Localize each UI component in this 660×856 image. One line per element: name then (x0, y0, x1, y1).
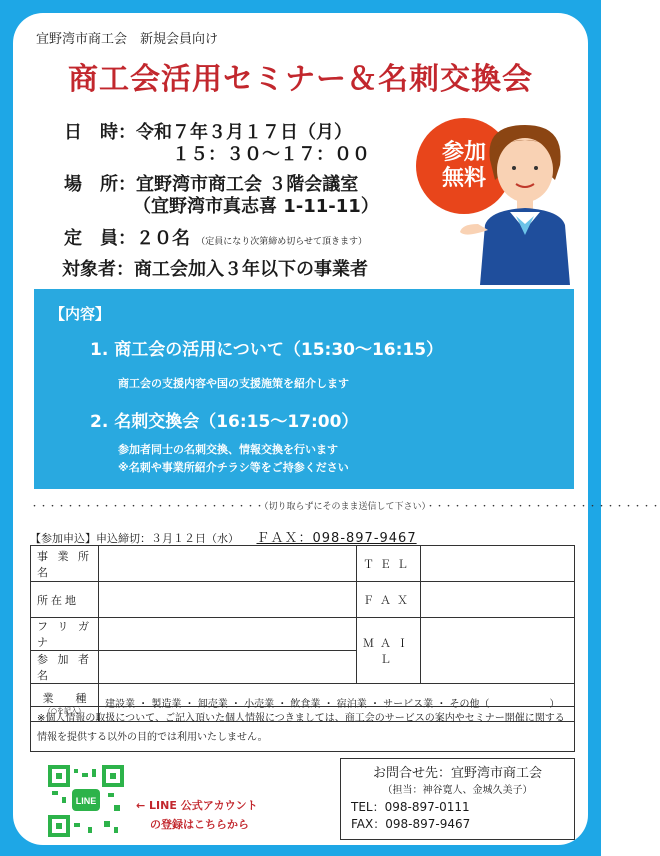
contact-box (340, 758, 575, 840)
time-value: １５：３０〜１７：００ (172, 144, 370, 165)
badge-line2: 無料 (441, 166, 486, 191)
furigana-label: フリガナ (31, 618, 99, 651)
address-label: 所在地 (31, 582, 99, 618)
mail-field[interactable] (421, 618, 575, 684)
place-label: 場 所： (64, 174, 136, 195)
industry-note: （○を記入） (43, 706, 86, 715)
line-note-1: ← LINE 公式アカウント (136, 799, 258, 812)
tel-field[interactable] (421, 546, 575, 582)
capacity-value: ２０名 (136, 228, 190, 249)
fax-field[interactable] (421, 582, 575, 618)
place-address: （宜野湾市真志喜 1-11-11） (133, 196, 379, 217)
content-item-2-desc: 参加者同士の名刺交換、情報交換を行います (118, 443, 338, 456)
participant-label: 参加者名 (31, 651, 99, 684)
date-label: 日 時： (64, 122, 136, 143)
content-heading: 【内容】 (50, 305, 111, 323)
presenter-illustration (470, 120, 580, 285)
content-item-1-desc: 商工会の支援内容や国の支援施策を紹介します (118, 377, 349, 390)
cut-line: ・・・・・・・・・・・・・・・・・・・・・・・・・・（切り取らずにそのまま送信して下さい）・・・・・・・・・・・・・・・・・・・・・・・・・・ (30, 502, 660, 512)
content-panel (34, 289, 574, 489)
target-label: 対象者： (62, 259, 134, 280)
qr-line-label: LINE (75, 796, 97, 806)
privacy-notice: ※個人情報の取扱について、ご記入頂いた個人情報につきましては、商工会のサービスの案内やセミナー開催に関する情報を提供する以外の目的では利用いたしません。 (30, 706, 575, 752)
participant-field[interactable] (99, 651, 357, 684)
fax-label: ＦＡＸ (357, 582, 421, 618)
flyer-title: 商工会活用セミナー＆名刺交換会 (68, 62, 533, 97)
capacity-note: （定員になり次第締め切らせて頂きます） (196, 237, 368, 247)
line-note-2: の登録はこちらから (150, 818, 249, 831)
business-name-label: 事業所名 (31, 546, 99, 582)
application-form (30, 545, 575, 722)
apply-fax: ＦＡＸ：098-897-9467 (256, 531, 417, 546)
contact-fax: FAX：098-897-9467 (351, 817, 471, 831)
content-item-2: 2. 名刺交換会（16:15〜17:00） (90, 412, 359, 432)
place-value: 宜野湾市商工会 ３階会議室 (136, 174, 359, 195)
mail-label: ＭＡＩＬ (357, 618, 421, 684)
contact-title: お問合せ先：宜野湾市商工会 (372, 766, 542, 781)
target-value: 商工会加入３年以下の事業者 (134, 259, 368, 280)
flyer-subtitle: 宜野湾市商工会 新規会員向け (36, 32, 219, 47)
industry-label: 業 種 (42, 691, 87, 705)
line-note (136, 796, 258, 834)
apply-header (30, 527, 417, 546)
address-field[interactable] (99, 582, 357, 618)
capacity-row (64, 224, 367, 250)
target-row (62, 255, 368, 281)
date-value: 令和７年３月１７日（月） (136, 122, 352, 143)
contact-staff: （担当：神谷寛人、金城久美子） (382, 785, 533, 796)
content-item-1: 1. 商工会の活用について（15:30〜16:15） (90, 340, 444, 360)
content-item-2-note: ※名刺や事業所紹介チラシ等をご持参ください (118, 461, 349, 474)
tel-label: ＴＥＬ (357, 546, 421, 582)
contact-tel: TEL：098-897-0111 (351, 800, 470, 814)
business-name-field[interactable] (99, 546, 357, 582)
capacity-label: 定 員： (64, 228, 136, 249)
furigana-field[interactable] (99, 618, 357, 651)
badge-line1: 参加 (441, 140, 486, 165)
line-qr-code[interactable] (48, 765, 124, 837)
industry-options[interactable]: 建設業 ・ 製造業 ・ 卸売業 ・ 小売業 ・ 飲食業 ・ 宿泊業 ・ サービス業 ・ その他（ ） (99, 684, 575, 722)
apply-deadline: 【参加申込】申込締切：３月１２日（水） (30, 532, 239, 545)
